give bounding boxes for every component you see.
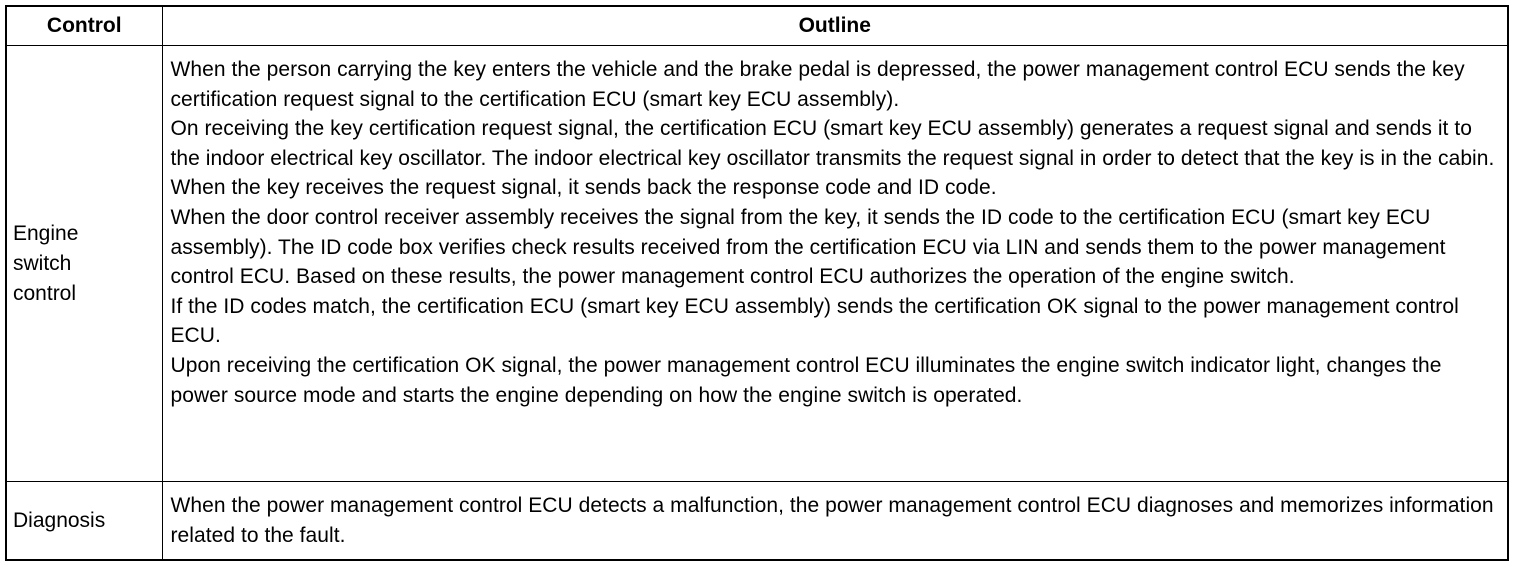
- outline-paragraph: When the key receives the request signal, it sends back the response code and ID code.: [170, 176, 997, 200]
- outline-paragraph: On receiving the key certification request signal, the certification ECU (smart key ECU assembly) generates a request signal and sends it to the indoor electrical key oscillator. The indoor electrical key oscillator transmits the request signal in order to detect that the key is in the cabin.: [170, 117, 1495, 170]
- header-control: Control: [6, 6, 162, 46]
- outline-paragraph: When the person carrying the key enters the vehicle and the brake pedal is depressed, the power management control ECU sends the key certification request signal to the certification ECU (smart key ECU assembly).: [170, 58, 1465, 111]
- control-outline-table: [5, 5, 1509, 561]
- table-row-diagnosis: [6, 482, 1508, 561]
- outline-paragraph: Upon receiving the certification OK signal, the power management control ECU illuminates the engine switch indicator light, changes the power source mode and starts the engine depending on how the engine switch is operated.: [170, 353, 1442, 407]
- control-label-line: Diagnosis: [13, 508, 106, 532]
- header-row: [6, 6, 1508, 46]
- outline-paragraph: If the ID codes match, the certification ECU (smart key ECU assembly) sends the certification OK signal to the power management control ECU.: [170, 294, 1459, 348]
- control-label-line: control: [13, 281, 77, 305]
- control-label-line: switch: [13, 251, 72, 275]
- table-row-engine-switch-control: [6, 46, 1508, 482]
- outline-paragraph: When the door control receiver assembly receives the signal from the key, it sends the ID code to the certification ECU (smart key ECU assembly). The ID code box verifies check results received from the certification ECU via LIN and sends them to the power management control ECU. Based on these results, the power management control ECU authorizes the operation of the engine switch.: [170, 205, 1446, 289]
- header-outline: Outline: [162, 6, 1508, 46]
- outline-cell-engine-switch: [162, 46, 1508, 482]
- control-cell-engine-switch: [6, 46, 162, 482]
- control-cell-diagnosis: [6, 482, 162, 561]
- outline-paragraph: When the power management control ECU detects a malfunction, the power management control ECU diagnoses and memorizes information related to the fault.: [170, 494, 1494, 547]
- control-label-line: Engine: [13, 221, 79, 245]
- outline-cell-diagnosis: [162, 482, 1508, 561]
